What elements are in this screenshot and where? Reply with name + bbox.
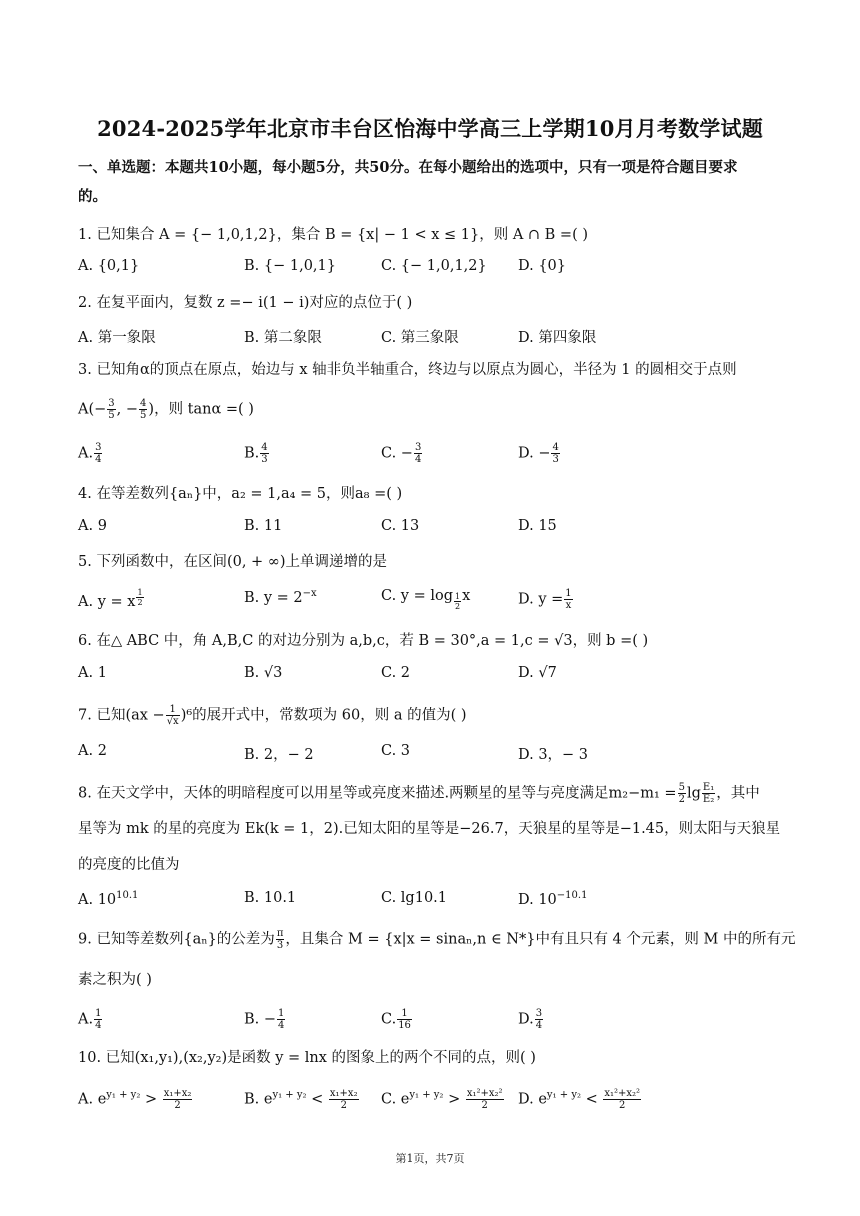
q1-option-c: C. {− 1,0,1,2} <box>381 258 487 274</box>
q1-option-d: D. {0} <box>518 258 567 274</box>
question-6-stem: 6. 在△ ABC 中，角 A,B,C 的对边分别为 a,b,c，若 B = 30°,a = 1,c = √3，则 b =( ) <box>78 633 649 649</box>
q6-option-d: D. √7 <box>518 665 557 681</box>
question-1-options <box>78 258 800 282</box>
q1-option-a: A. {0,1} <box>78 258 140 274</box>
question-2-stem: 2. 在复平面内，复数 z =− i(1 − i)对应的点位于( ) <box>78 295 413 311</box>
q8-option-a: A. $10^{10.1}$ <box>78 890 139 908</box>
q7-option-d: D. 3，− 3 <box>518 747 589 763</box>
q6-option-a: A. 1 <box>78 665 107 681</box>
q7-option-c: C. 3 <box>381 743 411 759</box>
question-10-stem: 10. 已知(x₁,y₁),(x₂,y₂)是函数 y = lnx 的图象上的两个不同的点，则( ) <box>78 1050 536 1066</box>
q3-option-c: C. − $\frac{3}{4}$ <box>381 442 422 465</box>
question-7-options <box>78 743 800 767</box>
question-2-options <box>78 326 800 350</box>
q5-option-d: D. y = $\frac{1}{x}$ <box>518 588 572 611</box>
q2-option-a: A. 第一象限 <box>78 330 156 346</box>
q2-option-d: D. 第四象限 <box>518 330 597 346</box>
q5-option-c: C. y = log $_{\frac{1}{2}}$ x <box>381 588 471 611</box>
q4-option-d: D. 15 <box>518 518 557 534</box>
question-5-options <box>78 588 800 612</box>
q3-option-d: D. − $\frac{4}{3}$ <box>518 442 559 465</box>
q2-option-c: C. 第三象限 <box>381 330 459 346</box>
q1-option-b: B. {− 1,0,1} <box>244 258 336 274</box>
page-title: 2024-2025学年北京市丰台区怡海中学高三上学期10月月考数学试题 <box>97 116 763 141</box>
question-1-stem: 1. 已知集合 A = {− 1,0,1,2}，集合 B = {x| − 1 < x ≤ 1}，则 A ∩ B =( ) <box>78 227 588 243</box>
q10-option-c: C. $e^{y_1 + y_2}$ > $\frac{\text{x₁²+x₂²}}{2}$ <box>381 1088 503 1111</box>
q6-option-c: C. 2 <box>381 665 411 681</box>
question-9-stem-cont: 素之积为( ) <box>78 972 152 988</box>
q5-option-b: B. $y = 2^{-x}$ <box>244 588 317 606</box>
q4-option-c: C. 13 <box>381 518 420 534</box>
section-heading-cont: 的。 <box>78 188 107 205</box>
q3-option-a: A. $\frac{3}{4}$ <box>78 442 102 465</box>
section-heading: 一、单选题：本题共10小题，每小题5分，共50分。在每小题给出的选项中，只有一项是符合题目要求 <box>78 159 738 176</box>
q9-option-b: B. − $\frac{1}{4}$ <box>244 1008 285 1031</box>
q9-option-a: A. $\frac{1}{4}$ <box>78 1008 102 1031</box>
q8-option-d: D. $10^{-10.1}$ <box>518 890 588 908</box>
question-8-stem: 8. 在天文学中，天体的明暗程度可以用星等或亮度来描述.两颗星的星等与亮度满足m₂−m₁ = $\frac{5}{2}$ lg $\frac{\text{E₁}}{\text{E₂}}$ ，其中 <box>78 782 760 805</box>
q7-option-b: B. 2，− 2 <box>244 747 314 763</box>
q4-option-a: A. 9 <box>78 518 107 534</box>
q6-option-b: B. √3 <box>244 665 283 681</box>
q8-option-c: C. lg10.1 <box>381 890 448 906</box>
q2-option-b: B. 第二象限 <box>244 330 322 346</box>
question-8-stem-cont2: 的亮度的比值为 <box>78 857 180 873</box>
question-9-options <box>78 1008 800 1032</box>
question-3-stem-cont: A(− $\frac{3}{5}$ , − $\frac{4}{5}$ )，则 tanα =( ) <box>78 398 254 421</box>
question-6-options <box>78 665 800 689</box>
question-3-options <box>78 442 800 466</box>
q9-option-c: C. $\frac{1}{16}$ <box>381 1008 411 1031</box>
question-4-stem: 4. 在等差数列{aₙ}中，a₂ = 1,a₄ = 5，则a₈ =( ) <box>78 486 403 502</box>
question-3-stem: 3. 已知角α的顶点在原点，始边与 x 轴非负半轴重合，终边与以原点为圆心，半径为 1 的圆相交于点则 <box>78 362 737 378</box>
q9-option-d: D. $\frac{3}{4}$ <box>518 1008 543 1031</box>
q10-option-b: B. $e^{y_1 + y_2}$ < $\frac{\text{x₁+x₂}}{2}$ <box>244 1088 358 1111</box>
q7-option-a: A. 2 <box>78 743 107 759</box>
q10-option-a: A. $e^{y_1 + y_2}$ > $\frac{\text{x₁+x₂}}{2}$ <box>78 1088 192 1111</box>
page-footer: 第1页，共7页 <box>395 1152 465 1165</box>
question-8-stem-cont: 星等为 mk 的星的亮度为 Ek(k = 1，2).已知太阳的星等是−26.7，天狼星的星等是−1.45，则太阳与天狼星 <box>78 821 781 837</box>
q5-option-a: A. y = x $^{\frac{1}{2}}$ <box>78 588 143 610</box>
q3-option-b: B. $\frac{4}{3}$ <box>244 442 268 465</box>
q8-option-b: B. 10.1 <box>244 890 297 906</box>
question-4-options <box>78 518 800 542</box>
question-7-stem: 7. 已知(ax − $\frac{1}{√x}$ )⁶的展开式中，常数项为 60，则 a 的值为( ) <box>78 704 467 727</box>
question-10-options <box>78 1088 800 1112</box>
question-5-stem: 5. 下列函数中，在区间(0, + ∞)上单调递增的是 <box>78 554 388 570</box>
q4-option-b: B. 11 <box>244 518 283 534</box>
question-8-options <box>78 890 800 914</box>
question-9-stem: 9. 已知等差数列{aₙ}的公差为 $\frac{\pi}{3}$ ，且集合 M = {x|x = sinaₙ,n ∈ N*}中有且只有 4 个元素，则 M 中的所有元 <box>78 928 796 951</box>
q10-option-d: D. $e^{y_1 + y_2}$ < $\frac{\text{x₁²+x₂²}}{2}$ <box>518 1088 641 1111</box>
